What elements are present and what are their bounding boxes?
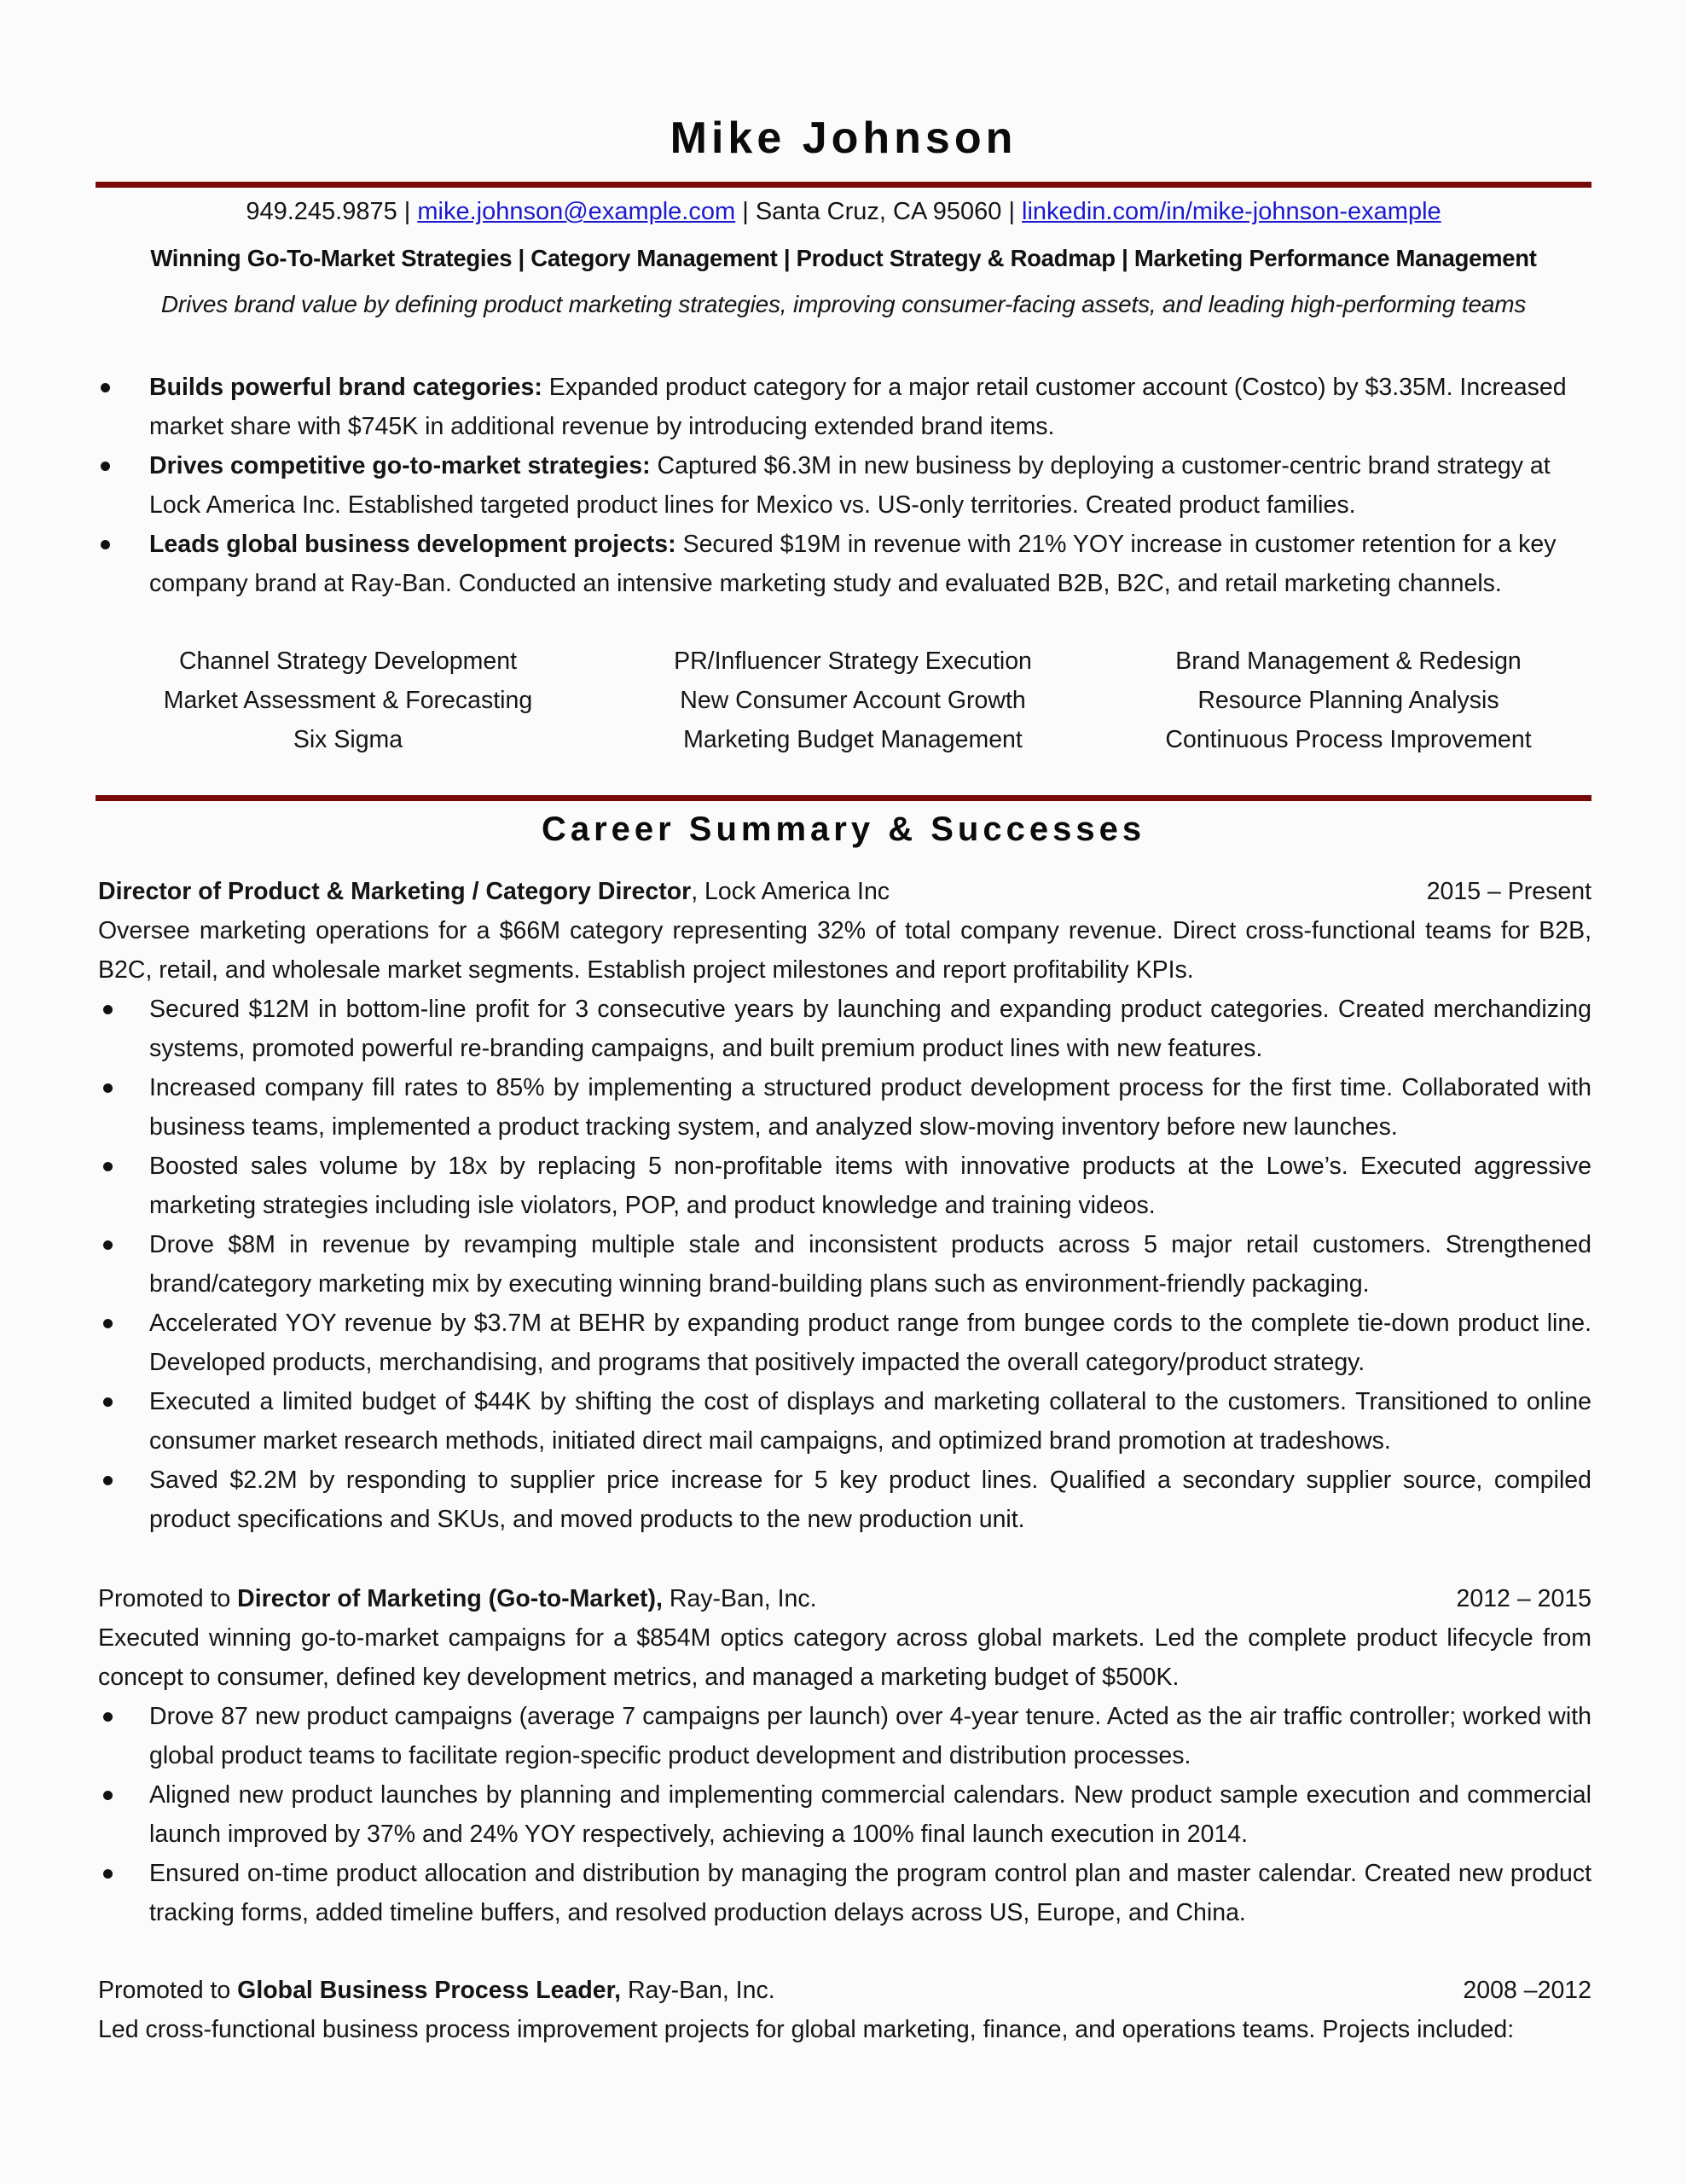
bullet-icon	[103, 1083, 113, 1093]
skill-item: New Consumer Account Growth	[680, 687, 1026, 714]
job-header	[98, 1971, 1591, 2010]
job-header	[98, 872, 1591, 911]
bullet-icon	[103, 1162, 113, 1171]
location: Santa Cruz, CA 95060	[755, 198, 1002, 225]
skill-item: Continuous Process Improvement	[1165, 726, 1532, 753]
skill-item: PR/Influencer Strategy Execution	[674, 648, 1032, 675]
achievement-item	[98, 1304, 1591, 1382]
achievement-text: Executed a limited budget of $44K by shifting the cost of displays and marketing collateral to the customers. Transitioned to online consumer market research methods, initiated direct mail campaigns, and optimized brand promotion at tradeshows.	[149, 1388, 1591, 1455]
job-company: Ray-Ban, Inc.	[662, 1585, 817, 1612]
skill-item: Six Sigma	[293, 726, 403, 753]
highlight-item	[96, 525, 1591, 603]
achievement-item	[98, 1147, 1591, 1225]
separator: |	[735, 198, 756, 225]
achievement-item	[98, 1854, 1591, 1932]
job-dates: 2012 – 2015	[1456, 1585, 1591, 1612]
bullet-icon	[103, 1712, 113, 1722]
separator: |	[1001, 198, 1023, 225]
achievement-text: Drove 87 new product campaigns (average 7 campaigns per launch) over 4-year tenure. Acted as the air traffic controller; worked with global product teams to facilitate region-specific product development and distribution processes.	[149, 1703, 1591, 1769]
job-role: Global Business Process Leader,	[237, 1977, 622, 2004]
achievement-text: Increased company fill rates to 85% by implementing a structured product development process for the first time. Collaborated with business teams, implemented a product tracking system, and analyzed slow-moving inventory before new launches.	[149, 1074, 1591, 1141]
highlight-item	[96, 446, 1591, 525]
achievement-text: Drove $8M in revenue by revamping multiple stale and inconsistent products across 5 major retail customers. Strengthened brand/category marketing mix by executing winning brand-building plans such as environment-friendly packaging.	[149, 1231, 1591, 1298]
highlight-text: Expanded product category for a major retail customer account (Costco) by $3.35M. Increased market share with $745K in additional revenue by introducing extended brand items.	[149, 374, 1567, 440]
bullet-icon	[103, 1476, 113, 1485]
highlight-lead: Leads global business development projects:	[149, 531, 676, 558]
achievement-item	[98, 1461, 1591, 1539]
job-dates: 2015 – Present	[1426, 878, 1591, 905]
job-prefix: Promoted to	[98, 1585, 238, 1612]
bullet-icon	[103, 1005, 113, 1014]
achievement-text: Saved $2.2M by responding to supplier price increase for 5 key product lines. Qualified a secondary supplier source, compiled product specifications and SKUs, and moved products to the new production unit.	[149, 1467, 1591, 1533]
achievement-item	[98, 1068, 1591, 1147]
bullet-icon	[103, 1319, 113, 1328]
candidate-name: Mike Johnson	[670, 113, 1017, 163]
job-company: Ray-Ban, Inc.	[621, 1977, 775, 2004]
skill-item: Market Assessment & Forecasting	[163, 687, 533, 714]
bullet-icon	[103, 1397, 113, 1407]
bullet-icon	[103, 1869, 113, 1879]
skills-grid	[96, 642, 1591, 759]
achievement-item	[98, 1775, 1591, 1854]
highlight-text: Secured $19M in revenue with 21% YOY increase in customer retention for a key company brand at Ray-Ban. Conducted an intensive marketing study and evaluated B2B, B2C, and retail marketing channels.	[149, 531, 1557, 597]
achievement-item	[98, 1225, 1591, 1304]
bullet-icon	[101, 383, 110, 392]
achievement-item	[98, 1382, 1591, 1461]
job-description: Oversee marketing operations for a $66M category representing 32% of total company revenue. Direct cross-functional teams for B2B, B2C, retail, and wholesale market segments. Establish project milestones and report profitability KPIs.	[98, 917, 1591, 984]
highlight-lead: Builds powerful brand categories:	[149, 374, 542, 401]
job-entry	[98, 1579, 1591, 1932]
profile-summary: Drives brand value by defining product marketing strategies, improving consumer-facing assets, and leading high-performing teams	[160, 291, 1527, 317]
contact-line	[96, 198, 1591, 226]
achievement-item	[98, 1697, 1591, 1775]
header-divider	[96, 182, 1591, 188]
job-role: Director of Marketing (Go-to-Market),	[237, 1585, 663, 1612]
skill-item: Brand Management & Redesign	[1175, 648, 1522, 675]
job-dates: 2008 –2012	[1463, 1977, 1591, 2004]
highlights-section	[96, 368, 1591, 603]
section-divider	[96, 795, 1591, 801]
job-company: , Lock America Inc	[691, 878, 890, 905]
expertise-tagline: Winning Go-To-Market Strategies | Category Management | Product Strategy & Roadmap | Marketing Performance Management	[150, 245, 1537, 271]
email-link[interactable]: mike.johnson@example.com	[417, 198, 736, 225]
achievement-text: Ensured on-time product allocation and distribution by managing the program control plan and master calendar. Created new product tracking forms, added timeline buffers, and resolved production delays across US, Europe, and China.	[149, 1860, 1591, 1926]
phone-number: 949.245.9875	[246, 198, 397, 225]
skill-item: Marketing Budget Management	[683, 726, 1023, 753]
job-entry	[98, 1971, 1591, 2049]
job-prefix: Promoted to	[98, 1977, 238, 2004]
bullet-icon	[103, 1240, 113, 1250]
skill-item: Channel Strategy Development	[178, 648, 518, 675]
linkedin-link[interactable]: linkedin.com/in/mike-johnson-example	[1022, 198, 1441, 225]
bullet-icon	[103, 1791, 113, 1800]
bullet-icon	[101, 462, 110, 471]
bullet-icon	[101, 540, 110, 549]
separator: |	[397, 198, 418, 225]
highlight-item	[96, 368, 1591, 446]
achievement-text: Boosted sales volume by 18x by replacing 5 non-profitable items with innovative products at the Lowe’s. Executed aggressive marketing strategies including isle violators, POP, and product knowledge and training videos.	[149, 1153, 1591, 1219]
job-description: Executed winning go-to-market campaigns for a $854M optics category across global markets. Led the complete product lifecycle from concept to consumer, defined key development metrics, and managed a marketing budget of $500K.	[98, 1624, 1591, 1691]
achievement-text: Accelerated YOY revenue by $3.7M at BEHR by expanding product range from bungee cords to the complete tie-down product line. Developed products, merchandising, and programs that positively impacted the overall category/product strategy.	[149, 1310, 1591, 1376]
job-header	[98, 1579, 1591, 1618]
skill-item: Resource Planning Analysis	[1197, 687, 1499, 714]
achievement-item	[98, 990, 1591, 1068]
job-role: Director of Product & Marketing / Category Director	[98, 878, 692, 905]
job-description: Led cross-functional business process improvement projects for global marketing, finance, and operations teams. Projects included:	[98, 2016, 1515, 2043]
achievement-text: Aligned new product launches by planning and implementing commercial calendars. New product sample execution and commercial launch improved by 37% and 24% YOY respectively, achieving a 100% final launch execution in 2014.	[149, 1781, 1591, 1848]
highlight-lead: Drives competitive go-to-market strategies:	[149, 452, 651, 479]
section-title-career: Career Summary & Successes	[541, 810, 1146, 848]
job-entry	[98, 872, 1591, 1539]
highlight-text: Captured $6.3M in new business by deploying a customer-centric brand strategy at Lock America Inc. Established targeted product lines for Mexico vs. US-only territories. Created product families.	[149, 452, 1551, 519]
achievement-text: Secured $12M in bottom-line profit for 3 consecutive years by launching and expanding product categories. Created merchandizing systems, promoted powerful re-branding campaigns, and built premium product lines with new features.	[149, 996, 1591, 1062]
